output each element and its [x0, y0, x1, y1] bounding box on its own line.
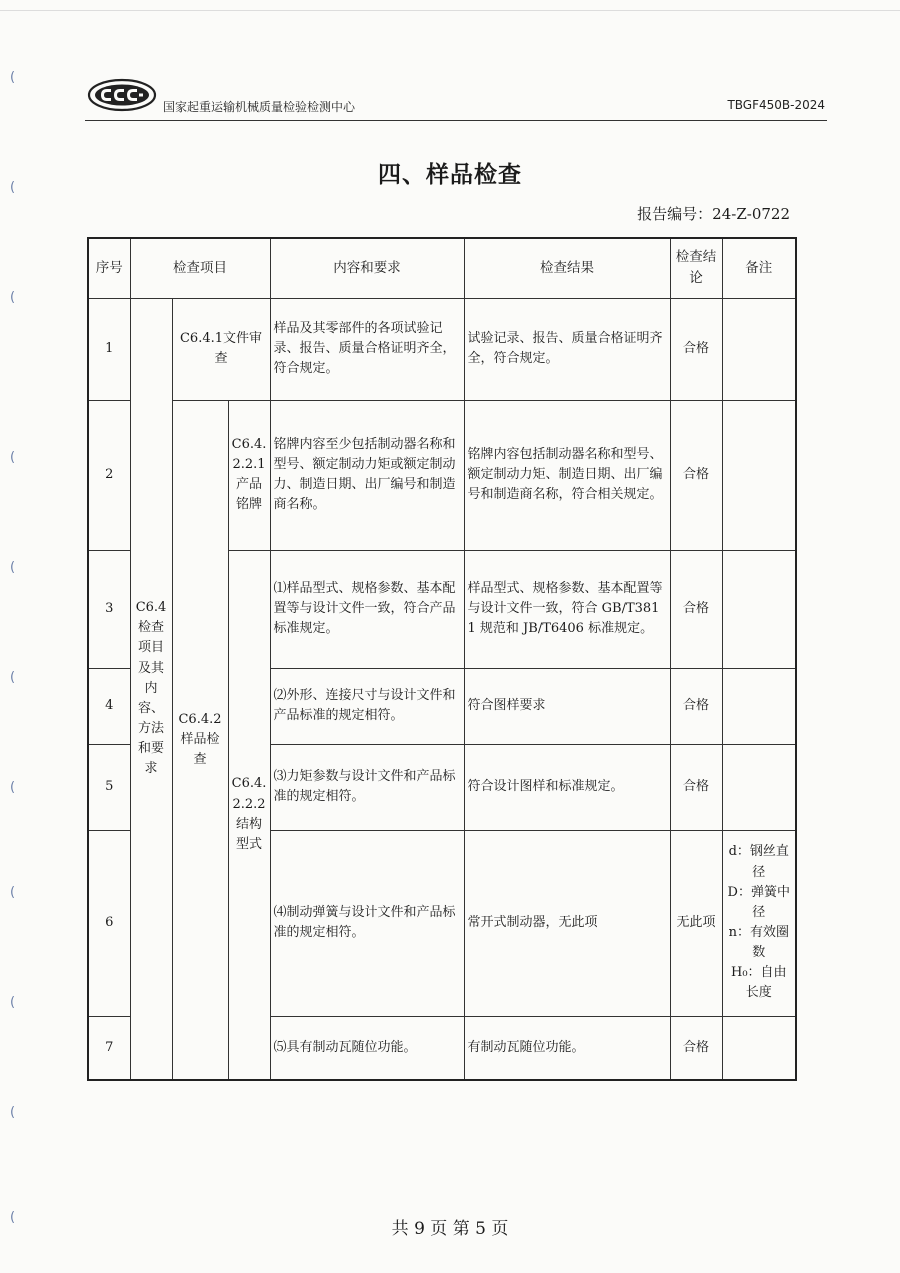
binding-mark: ( — [10, 560, 16, 575]
row-content: 样品及其零部件的各项试验记录、报告、质量合格证明齐全，符合规定。 — [270, 298, 464, 400]
row-conclusion: 合格 — [670, 668, 722, 744]
row-remark — [722, 298, 796, 400]
table-row — [88, 298, 796, 400]
table-row — [88, 400, 796, 550]
binding-mark: ( — [10, 670, 16, 685]
binding-mark: ( — [10, 180, 16, 195]
row-conclusion: 合格 — [670, 550, 722, 668]
row-seq: 5 — [88, 744, 130, 830]
binding-mark: ( — [10, 885, 16, 900]
row-seq: 4 — [88, 668, 130, 744]
remark-line: D：弹簧中径 — [727, 884, 790, 920]
binding-mark: ( — [10, 995, 16, 1010]
binding-mark: ( — [10, 1105, 16, 1120]
header-conclusion: 检查结论 — [670, 238, 722, 298]
binding-mark: ( — [10, 780, 16, 795]
row-result: 铭牌内容包括制动器名称和型号、额定制动力矩、制造日期、出厂编号和制造商名称，符合相关规定。 — [464, 400, 670, 550]
org-name: 国家起重运输机械质量检验检测中心 — [163, 100, 356, 114]
header-item: 检查项目 — [130, 238, 270, 298]
row-remark — [722, 400, 796, 550]
row-content: ⑸具有制动瓦随位功能。 — [270, 1016, 464, 1080]
group-c64: C6.4检查项目及其内容、方法和要求 — [130, 298, 172, 1080]
row-seq: 1 — [88, 298, 130, 400]
row-remark — [722, 1016, 796, 1080]
header-remark: 备注 — [722, 238, 796, 298]
doc-code: TBGF450B-2024 — [727, 98, 825, 112]
item-c6421: C6.4.2.2.1产品铭牌 — [228, 400, 270, 550]
row-result: 样品型式、规格参数、基本配置等与设计文件一致，符合 GB/T3811 规范和 JB/T6406 标准规定。 — [464, 550, 670, 668]
item-c642: C6.4.2样品检查 — [172, 400, 228, 1080]
cqc-logo — [87, 78, 157, 112]
page-title: 四、样品检查 — [378, 162, 522, 188]
binding-mark: ( — [10, 290, 16, 305]
item-c6422: C6.4.2.2.2结构型式 — [228, 550, 270, 1080]
row-result: 试验记录、报告、质量合格证明齐全，符合规定。 — [464, 298, 670, 400]
remark-line: H₀：自由长度 — [730, 965, 787, 1001]
row-seq: 3 — [88, 550, 130, 668]
row-result: 符合图样要求 — [464, 668, 670, 744]
row-seq: 6 — [88, 830, 130, 1016]
row-content: ⑶力矩参数与设计文件和产品标准的规定相符。 — [270, 744, 464, 830]
binding-mark: ( — [10, 450, 16, 465]
row-content: ⑷制动弹簧与设计文件和产品标准的规定相符。 — [270, 830, 464, 1016]
report-number: 报告编号：24-Z-0722 — [637, 205, 790, 223]
remark-line: n：有效圈数 — [728, 925, 789, 961]
row-content: 铭牌内容至少包括制动器名称和型号、额定制动力矩或额定制动力、制造日期、出厂编号和制造商名称。 — [270, 400, 464, 550]
item-c641: C6.4.1文件审查 — [172, 298, 270, 400]
row-remark — [722, 550, 796, 668]
header-content: 内容和要求 — [270, 238, 464, 298]
row-content: ⑵外形、连接尺寸与设计文件和产品标准的规定相符。 — [270, 668, 464, 744]
header-result: 检查结果 — [464, 238, 670, 298]
row-remark-symbols — [722, 830, 796, 1016]
scan-top-edge — [0, 10, 900, 11]
row-result: 常开式制动器，无此项 — [464, 830, 670, 1016]
remark-line: d：钢丝直径 — [728, 844, 789, 880]
row-conclusion: 合格 — [670, 400, 722, 550]
page-footer: 共 9 页 第 5 页 — [391, 1219, 509, 1239]
row-seq: 7 — [88, 1016, 130, 1080]
row-conclusion: 合格 — [670, 744, 722, 830]
row-conclusion: 无此项 — [670, 830, 722, 1016]
page-header — [85, 74, 827, 121]
table-header-row — [88, 238, 796, 298]
header-seq: 序号 — [88, 238, 130, 298]
inspection-table — [87, 237, 797, 1081]
row-result: 有制动瓦随位功能。 — [464, 1016, 670, 1080]
row-conclusion: 合格 — [670, 298, 722, 400]
binding-mark: ( — [10, 1210, 16, 1225]
binding-mark: ( — [10, 70, 16, 85]
row-content: ⑴样品型式、规格参数、基本配置等与设计文件一致，符合产品标准规定。 — [270, 550, 464, 668]
row-remark — [722, 668, 796, 744]
row-remark — [722, 744, 796, 830]
row-seq: 2 — [88, 400, 130, 550]
row-result: 符合设计图样和标准规定。 — [464, 744, 670, 830]
row-conclusion: 合格 — [670, 1016, 722, 1080]
